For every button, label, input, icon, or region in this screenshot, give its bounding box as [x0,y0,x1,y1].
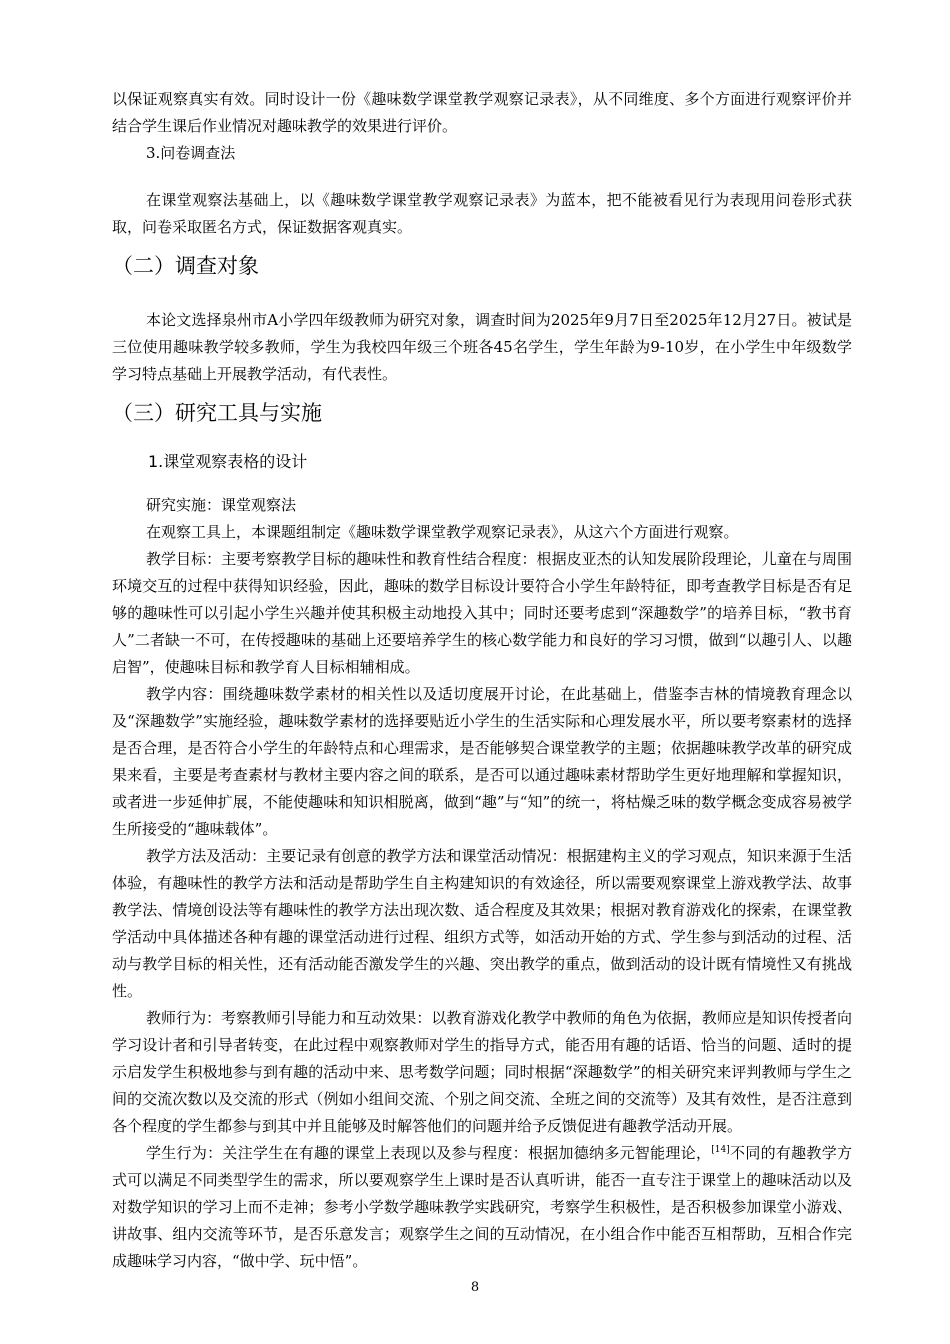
paragraph-observation-continued: 以保证观察真实有效。同时设计一份《趣味数学课堂教学观察记录表》，从不同维度、多个方面进行观察评价并结合学生课后作业情况对趣味教学的效果进行评价。 [112,90,852,135]
student-behavior-text-a: 学生行为：关注学生在有趣的课堂上表现以及参与程度：根据加德纳多元智能理论， [146,1144,712,1162]
paragraph-tool: 在观察工具上，本课题组制定《趣味数学课堂教学观察记录表》，从这六个方面进行观察。 [146,523,739,541]
paragraph-teacher-behavior: 教师行为：考察教师引导能力和互动效果：以教育游戏化教学中教师的角色为依据，教师应是知识传授者向学习设计者和引导者转变，在此过程中观察教师对学生的指导方式，能否用有趣的话语、恰当的问题、适时的提示启发学生积极地参与到有趣的活动中来、思考数学问题；同时根据“深趣数学”的相关研究来评判教师与学生之间的交流次数以及交流的形式（例如小组间交流、个别之间交流、全班之间的交流等）及其有效性，是否注意到各个程度的学生都参与到其中并且能够及时解答他们的问题并给予反馈促进有趣教学活动开展。 [112,1009,852,1135]
student-behavior-text-b: 不同的有趣教学方式可以满足不同类型学生的需求，所以要观察学生上课时是否认真听讲，能否一直专注于课堂上的趣味活动以及对数学知识的学习上而不走神；参考小学数学趣味教学实践研究，考察学生积极性，是否积极参加课堂小游戏、讲故事、组内交流等环节，是否乐意发言；观察学生之间的互动情况，在小组合作中能否互相帮助，互相合作完成趣味学习内容，“做中学、玩中悟”。 [112,1144,852,1270]
document-body [112,86,852,1275]
paragraph-teaching-goal: 教学目标：主要考察教学目标的趣味性和教育性结合程度：根据皮亚杰的认知发展阶段理论，儿童在与周围环境交互的过程中获得知识经验，因此，趣味的数学目标设计要符合小学生年龄特征，即考查教学目标是否有足够的趣味性可以引起小学生兴趣并使其积极主动地投入其中；同时还要考虑到“深趣数学”的培养目标，“教书育人”二者缺一不可，在传授趣味的基础上还要培养学生的核心数学能力和良好的学习习惯，做到“以趣引人、以趣启智”，使趣味目标和教学育人目标相辅相成。 [112,550,852,676]
paragraph-subjects: 本论文选择泉州市A小学四年级教师为研究对象，调查时间为2025年9月7日至2025年12月27日。被试是三位使用趣味教学较多教师，学生为我校四年级三个班各45名学生，学生年龄为9-10岁，在小学生中年级数学学习特点基础上开展教学活动，有代表性。 [112,311,852,383]
list-item-survey-method: 3.问卷调查法 [146,144,236,162]
subsection-heading-design: 1.课堂观察表格的设计 [148,452,308,471]
paragraph-survey-method: 在课堂观察法基础上，以《趣味数学课堂教学观察记录表》为蓝本，把不能被看见行为表现用问卷形式获取，问卷采取匿名方式，保证数据客观真实。 [112,191,852,236]
section-heading-subjects: （二）调查对象 [112,254,259,278]
paragraph-teaching-content: 教学内容：围绕趣味数学素材的相关性以及适切度展开讨论，在此基础上，借鉴李吉林的情境教育理念以及“深趣数学”实施经验，趣味数学素材的选择要贴近小学生的生活实际和心理发展水平，所以要考察素材的选择是否合理，是否符合小学生的年龄特点和心理需求，是否能够契合课堂教学的主题；依据趣味教学改革的研究成果来看，主要是考查素材与教材主要内容之间的联系，是否可以通过趣味素材帮助学生更好地理解和掌握知识，或者进一步延伸扩展，不能使趣味和知识相脱离，做到“趣”与“知”的统一，将枯燥乏味的数学概念变成容易被学生所接受的“趣味载体”。 [112,685,852,838]
paragraph-teaching-method: 教学方法及活动：主要记录有创意的教学方法和课堂活动情况：根据建构主义的学习观点，知识来源于生活体验，有趣味性的教学方法和活动是帮助学生自主构建知识的有效途径，所以需要观察课堂上游戏教学法、故事教学法、情境创设法等有趣味性的教学方法出现次数、适合程度及其效果；根据对教育游戏化的探索，在课堂教学活动中具体描述各种有趣的课堂活动进行过程、组织方式等，如活动开始的方式、学生参与到活动的过程、活动与教学目标的相关性，还有活动能否激发学生的兴趣、突出教学的重点，做到活动的设计既有情境性又有挑战性。 [112,847,852,1000]
citation-ref: [14] [711,1145,730,1155]
paragraph-implementation: 研究实施：课堂观察法 [146,496,297,514]
section-heading-tools: （三）研究工具与实施 [112,401,322,425]
page-number: 8 [470,1280,480,1295]
paragraph-student-behavior [112,1140,852,1275]
